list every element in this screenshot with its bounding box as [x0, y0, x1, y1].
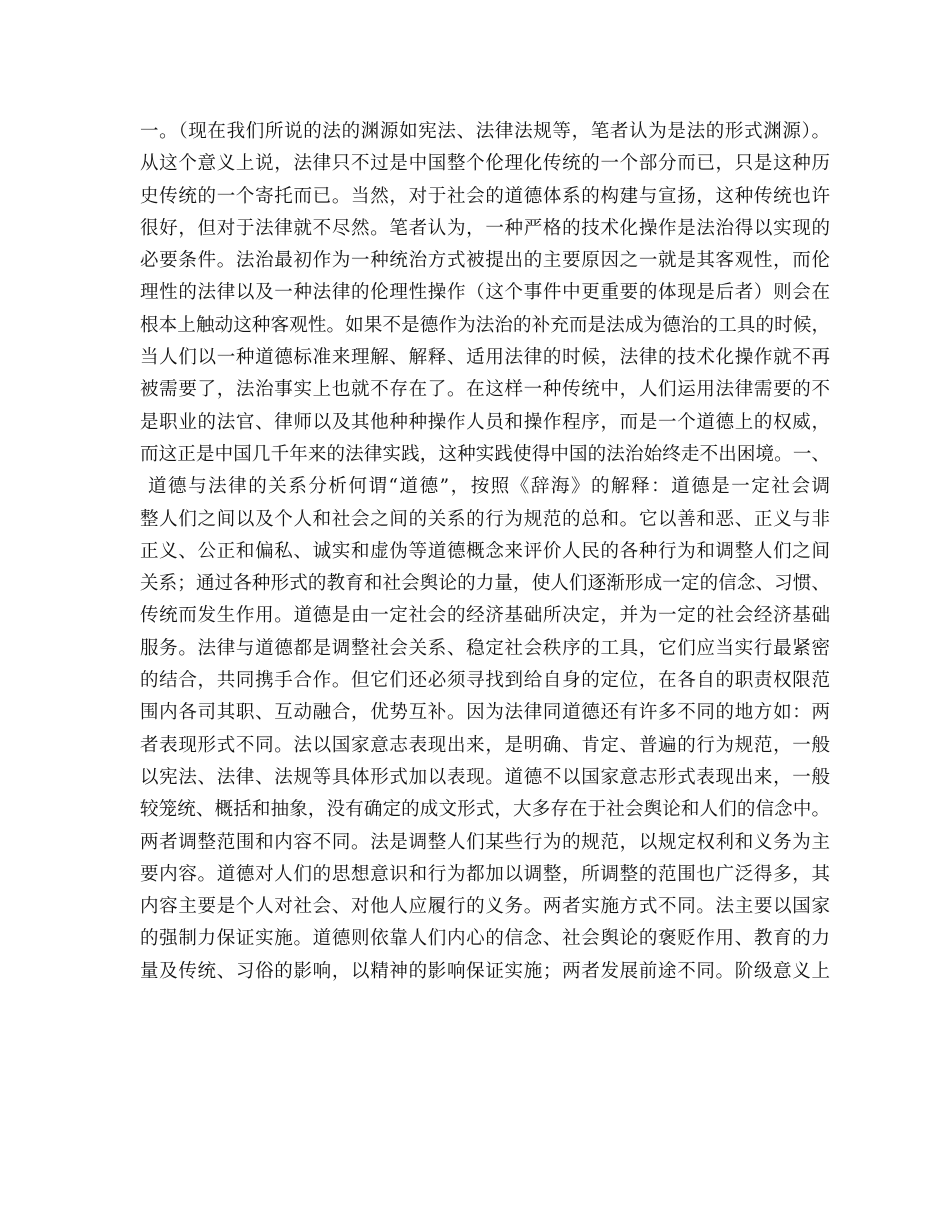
text-line: 一。（现在我们所说的法的渊源如宪法、法律法规等，笔者认为是法的形式渊源）。 [140, 121, 830, 142]
text-line: 传统而发生作用。道德是由一定社会的经济基础所决定，并为一定的社会经济基础 [140, 605, 830, 627]
text-line: 被需要了，法治事实上也就不存在了。在这样一种传统中，人们运用法律需要的不 [140, 379, 830, 401]
text-line: 围内各司其职、互动融合，优势互补。因为法律同道德还有许多不同的地方如：两 [140, 702, 830, 724]
text-line: 的结合，共同携手合作。但它们还必须寻找到给自身的定位，在各自的职责权限范 [140, 670, 830, 692]
text-line: 的强制力保证实施。道德则依靠人们内心的信念、社会舆论的褒贬作用、教育的力 [140, 928, 830, 950]
text-line: 较笼统、概括和抽象，没有确定的成文形式，大多存在于社会舆论和人们的信念中。 [140, 799, 830, 821]
text-line: 必要条件。法治最初作为一种统治方式被提出的主要原因之一就是其客观性，而伦 [140, 250, 830, 272]
text-line: 理性的法律以及一种法律的伦理性操作（这个事件中更重要的体现是后者）则会在 [140, 282, 830, 304]
text-line: 很好，但对于法律就不尽然。笔者认为，一种严格的技术化操作是法治得以实现的 [140, 217, 830, 239]
text-line: 史传统的一个寄托而已。当然，对于社会的道德体系的构建与宣扬，这种传统也许 [140, 185, 830, 207]
text-line: 整人们之间以及个人和社会之间的关系的行为规范的总和。它以善和恶、正义与非 [140, 508, 830, 530]
text-line: 正义、公正和偏私、诚实和虚伪等道德概念来评价人民的各种行为和调整人们之间 [140, 540, 830, 562]
text-line: 根本上触动这种客观性。如果不是德作为法治的补充而是法成为德治的工具的时候， [140, 314, 830, 336]
text-line: 是职业的法官、律师以及其他种种操作人员和操作程序，而是一个道德上的权威， [140, 411, 830, 433]
text-line: 者表现形式不同。法以国家意志表现出来，是明确、肯定、普遍的行为规范，一般 [140, 734, 830, 756]
text-line: 两者调整范围和内容不同。法是调整人们某些行为的规范，以规定权利和义务为主 [140, 831, 830, 853]
text-line: 从这个意义上说，法律只不过是中国整个伦理化传统的一个部分而已，只是这种历 [140, 153, 830, 175]
text-line: 关系；通过各种形式的教育和社会舆论的力量，使人们逐渐形成一定的信念、习惯、 [140, 573, 830, 595]
text-line: 量及传统、习俗的影响，以精神的影响保证实施；两者发展前途不同。阶级意义上 [140, 960, 830, 982]
text-line: 当人们以一种道德标准来理解、解释、适用法律的时候，法律的技术化操作就不再 [140, 347, 830, 369]
text-line: 服务。法律与道德都是调整社会关系、稳定社会秩序的工具，它们应当实行最紧密 [140, 637, 830, 659]
text-line: 以宪法、法律、法规等具体形式加以表现。道德不以国家意志形式表现出来，一般 [140, 766, 830, 788]
text-line: 要内容。道德对人们的思想意识和行为都加以调整，所调整的范围也广泛得多，其 [140, 863, 830, 885]
text-line: 而这正是中国几千年来的法律实践，这种实践使得中国的法治始终走不出困境。一、 [140, 443, 830, 465]
text-line: 内容主要是个人对社会、对他人应履行的义务。两者实施方式不同。法主要以国家 [140, 896, 830, 918]
text-line: 道德与法律的关系分析何谓“道德”，按照《辞海》的解释：道德是一定社会调 [148, 476, 830, 498]
body-text [140, 116, 830, 988]
